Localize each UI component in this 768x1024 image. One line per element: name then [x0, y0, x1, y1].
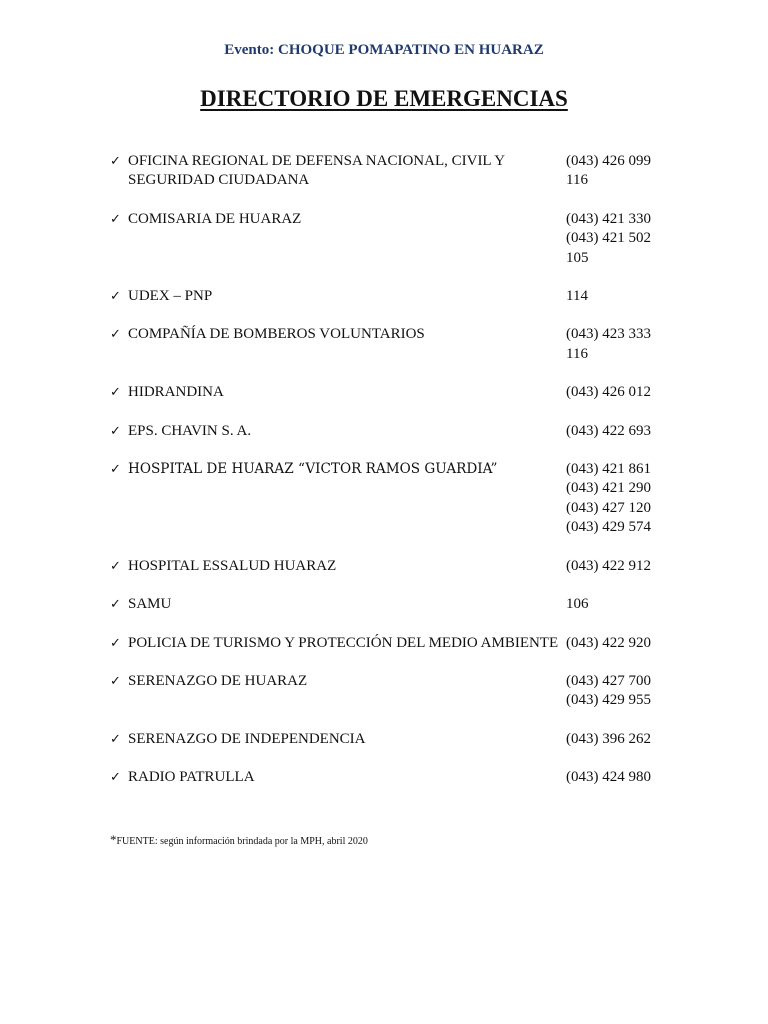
phone-number: (043) 421 861 — [566, 461, 651, 478]
list-item — [110, 325, 710, 364]
entry-phones — [566, 325, 710, 364]
checkmark-icon: ✓ — [110, 327, 121, 343]
phone-number: (043) 422 912 — [566, 557, 651, 574]
event-heading: Evento: CHOQUE POMAPATINO EN HUARAZ — [224, 42, 544, 58]
list-item — [110, 460, 710, 538]
phone-number: (043) 427 700 — [566, 672, 651, 689]
entry-phones — [566, 557, 710, 576]
entry-phones — [566, 422, 710, 441]
phone-number: (043) 396 262 — [566, 730, 651, 747]
phone-number: (043) 424 980 — [566, 769, 651, 786]
phone-number: (043) 429 574 — [566, 519, 651, 536]
entry-name: COMISARIA DE HUARAZ — [128, 210, 302, 227]
entry-phones — [566, 768, 710, 787]
checkmark-icon: ✓ — [110, 597, 121, 613]
list-item — [110, 383, 710, 402]
entry-phones — [566, 460, 710, 538]
entry-phones — [566, 634, 710, 653]
phone-number: 105 — [566, 249, 589, 266]
checkmark-icon: ✓ — [110, 423, 121, 439]
checkmark-icon: ✓ — [110, 673, 121, 689]
phone-number: (043) 422 693 — [566, 422, 651, 439]
entry-name: OFICINA REGIONAL DE DEFENSA NACIONAL, CIVIL Y SEGURIDAD CIUDADANA — [128, 153, 505, 189]
entry-name: SERENAZGO DE INDEPENDENCIA — [128, 730, 366, 747]
phone-number: (043) 427 120 — [566, 499, 651, 516]
checkmark-icon: ✓ — [110, 558, 121, 574]
entry-name: EPS. CHAVIN S. A. — [128, 422, 252, 439]
list-item — [110, 634, 710, 653]
entry-name: HIDRANDINA — [128, 384, 224, 401]
entry-name: HOSPITAL ESSALUD HUARAZ — [128, 557, 337, 574]
phone-number: (043) 426 012 — [566, 384, 651, 401]
entry-phones — [566, 730, 710, 749]
checkmark-icon: ✓ — [110, 154, 121, 169]
source-footnote — [110, 832, 368, 848]
list-item — [110, 557, 710, 576]
list-item — [110, 210, 710, 268]
checkmark-icon: ✓ — [110, 770, 121, 786]
list-item — [110, 422, 710, 441]
checkmark-icon: ✓ — [110, 731, 121, 747]
checkmark-icon: ✓ — [110, 289, 121, 305]
list-item — [110, 595, 710, 614]
entry-name: COMPAÑÍA DE BOMBEROS VOLUNTARIOS — [128, 326, 425, 343]
checkmark-icon: ✓ — [110, 635, 121, 651]
entry-phones — [566, 595, 710, 614]
phone-number: 106 — [566, 596, 589, 613]
list-item — [110, 287, 710, 306]
emergency-directory-list — [110, 152, 710, 807]
phone-number: 116 — [566, 345, 588, 362]
phone-number: (043) 423 333 — [566, 326, 651, 343]
checkmark-icon: ✓ — [110, 211, 121, 227]
phone-number: (043) 421 502 — [566, 230, 651, 247]
checkmark-icon: ✓ — [110, 462, 121, 478]
phone-number: 114 — [566, 288, 588, 305]
entry-name: UDEX – PNP — [128, 288, 213, 305]
list-item — [110, 768, 710, 787]
checkmark-icon: ✓ — [110, 385, 121, 401]
phone-number: (043) 422 920 — [566, 634, 651, 651]
phone-number: (043) 426 099 — [566, 153, 651, 169]
entry-name: SAMU — [128, 596, 172, 613]
entry-name: HOSPITAL DE HUARAZ “VICTOR RAMOS GUARDIA” — [128, 461, 498, 478]
entry-phones — [566, 383, 710, 402]
entry-phones — [566, 210, 710, 268]
list-item — [110, 672, 710, 711]
entry-phones — [566, 672, 710, 711]
list-item — [110, 730, 710, 749]
phone-number: 116 — [566, 172, 588, 189]
phone-number: (043) 421 290 — [566, 480, 651, 497]
phone-number: (043) 429 955 — [566, 692, 651, 709]
entry-phones — [566, 287, 710, 306]
entry-phones — [566, 152, 710, 191]
footnote-asterisk: * — [110, 832, 117, 847]
phone-number: (043) 421 330 — [566, 210, 651, 227]
list-item — [110, 152, 710, 191]
page-title: DIRECTORIO DE EMERGENCIAS — [200, 86, 568, 111]
footnote-text: FUENTE: según información brindada por la MPH, abril 2020 — [116, 836, 368, 847]
entry-name: SERENAZGO DE HUARAZ — [128, 672, 308, 689]
entry-name: POLICIA DE TURISMO Y PROTECCIÓN DEL MEDIO AMBIENTE — [128, 634, 559, 651]
entry-name: RADIO PATRULLA — [128, 769, 255, 786]
